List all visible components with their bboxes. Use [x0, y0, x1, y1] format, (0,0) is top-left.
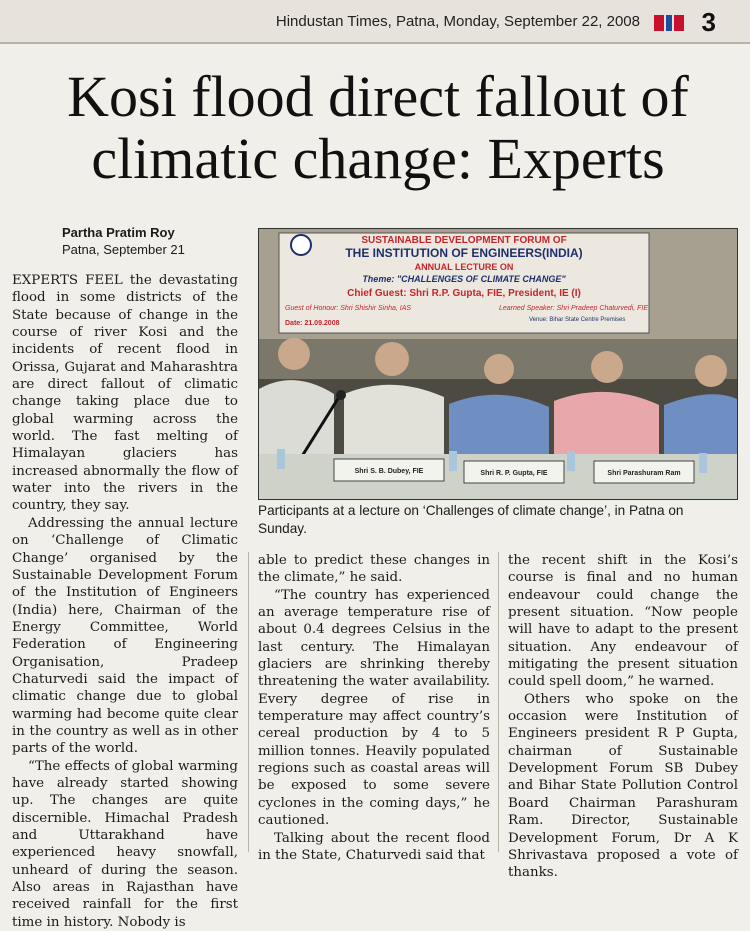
- svg-text:ANNUAL LECTURE ON: ANNUAL LECTURE ON: [414, 262, 514, 272]
- article-paragraph-5: “The country has experienced an average temperature rise of about 0.4 degrees Celsius in the last century. The Himalayan glaciers are shrinking thereby threatening the water availability. Every degree of rise in temperature may affect country’s cereal production by 4 to 5 million tonnes. Heavily populated regions such as coastal areas will be exposed to some severe cyclones in the coming days,” he cautioned.: [258, 587, 490, 829]
- headline-line-2: climatic change: Experts: [91, 126, 665, 191]
- article-column-1: [12, 272, 238, 931]
- logo-bar-red: [654, 15, 664, 31]
- column-divider-2: [498, 552, 499, 852]
- dateline: Patna, September 21: [62, 242, 185, 257]
- headline-line-1: Kosi flood direct fallout of: [67, 64, 689, 129]
- article-paragraph-3: “The effects of global warming have already started showing up. The changes are quite discernible. Himachal Pradesh and Uttarakhand have experienced heavy snowfall, unheard of during the season. Also areas in Rajasthan have received rainfall for the first time in history. Nobody is: [12, 758, 238, 930]
- byline: [62, 224, 185, 258]
- article-paragraph-6: Talking about the recent flood in the State, Chaturvedi said that: [258, 830, 490, 863]
- svg-text:Date: 21.09.2008: Date: 21.09.2008: [285, 320, 340, 327]
- svg-text:Theme: "CHALLENGES OF CLIMATE: Theme: "CHALLENGES OF CLIMATE CHANGE": [362, 274, 566, 284]
- svg-text:Shri Parashuram Ram: Shri Parashuram Ram: [607, 470, 681, 477]
- article-paragraph-7: the recent shift in the Kosi’s course is final and no human endeavour could change the present situation. “Now people will have to adapt to the present situation. Any endeavour of mitigating the present situation could spell doom,” he warned.: [508, 553, 738, 690]
- institution-emblem-icon: [291, 235, 311, 255]
- article-paragraph-1: EXPERTS FEEL the devastating flood in some districts of the State because of change in the course of river Kosi and the incidents of recent flood in Orissa, Gujarat and Maharashtra are direct fallout of climatic change taking place due to global warming across the world. The fast melting of Himalayan glaciers has increased abnormally the flow of water into the rivers in the country, they say.: [12, 273, 238, 514]
- article-column-3: [508, 552, 738, 882]
- publication-line: Hindustan Times, Patna, Monday, September 22, 2008: [275, 13, 640, 30]
- svg-text:Chief Guest: Shri R.P. Gupta,: Chief Guest: Shri R.P. Gupta, FIE, President, IE (I): [347, 288, 581, 299]
- page-number: 3: [701, 7, 716, 37]
- author-name: Partha Pratim Roy: [62, 225, 175, 240]
- column-divider-1: [248, 552, 249, 852]
- svg-text:THE INSTITUTION OF ENGINEERS(I: THE INSTITUTION OF ENGINEERS(INDIA): [345, 246, 583, 260]
- logo-bar-blue: [666, 15, 672, 31]
- article-paragraph-2: Addressing the annual lecture on ‘Challenge of Climatic Change’ organised by the Sustainable Development Forum of the Institution of Engineers (India) here, Chairman of the Energy Committee, World Federation of Engineering Organisation, Pradeep Chaturvedi said the impact of climatic change due to global warming had become quite clear in the country as well as in other parts of the world.: [12, 515, 238, 757]
- article-column-2: [258, 552, 490, 864]
- svg-text:Learned Speaker: Shri Pradeep: Learned Speaker: Shri Pradeep Chaturvedi, FIE: [499, 305, 649, 312]
- event-photo: [258, 228, 738, 500]
- logo-bar-red-2: [674, 15, 684, 31]
- newspaper-logo-icon: [654, 15, 684, 31]
- photo-caption: Participants at a lecture on ‘Challenges of climate change’, in Patna on Sunday.: [258, 503, 684, 536]
- lead-caps: EXPERTS FEEL: [12, 273, 123, 288]
- svg-text:Guest of Honour: Shri Shishir: Guest of Honour: Shri Shishir Sinha, IAS: [285, 305, 412, 312]
- article-paragraph-8: Others who spoke on the occasion were Institution of Engineers president R P Gupta, chairman of Sustainable Development Forum SB Dubey and Bihar State Pollution Control Board Chairman Parashuram Ram. Director, Sustainable Development Forum, Dr A K Shrivastava proposed a vote of thanks.: [508, 691, 738, 881]
- masthead: [0, 0, 750, 44]
- svg-text:Shri R. P. Gupta, FIE: Shri R. P. Gupta, FIE: [480, 470, 548, 477]
- svg-text:Shri S. B. Dubey, FIE: Shri S. B. Dubey, FIE: [354, 468, 424, 475]
- svg-text:Venue: Bihar State Centre Prem: Venue: Bihar State Centre Premises: [529, 317, 626, 323]
- headline: [28, 66, 728, 190]
- microphone-icon: [336, 390, 346, 400]
- article-paragraph-4: able to predict these changes in the climate,” he said.: [258, 553, 490, 586]
- photo-illustration: [259, 229, 737, 499]
- svg-text:SUSTAINABLE DEVELOPMENT FORUM: SUSTAINABLE DEVELOPMENT FORUM OF: [361, 235, 567, 246]
